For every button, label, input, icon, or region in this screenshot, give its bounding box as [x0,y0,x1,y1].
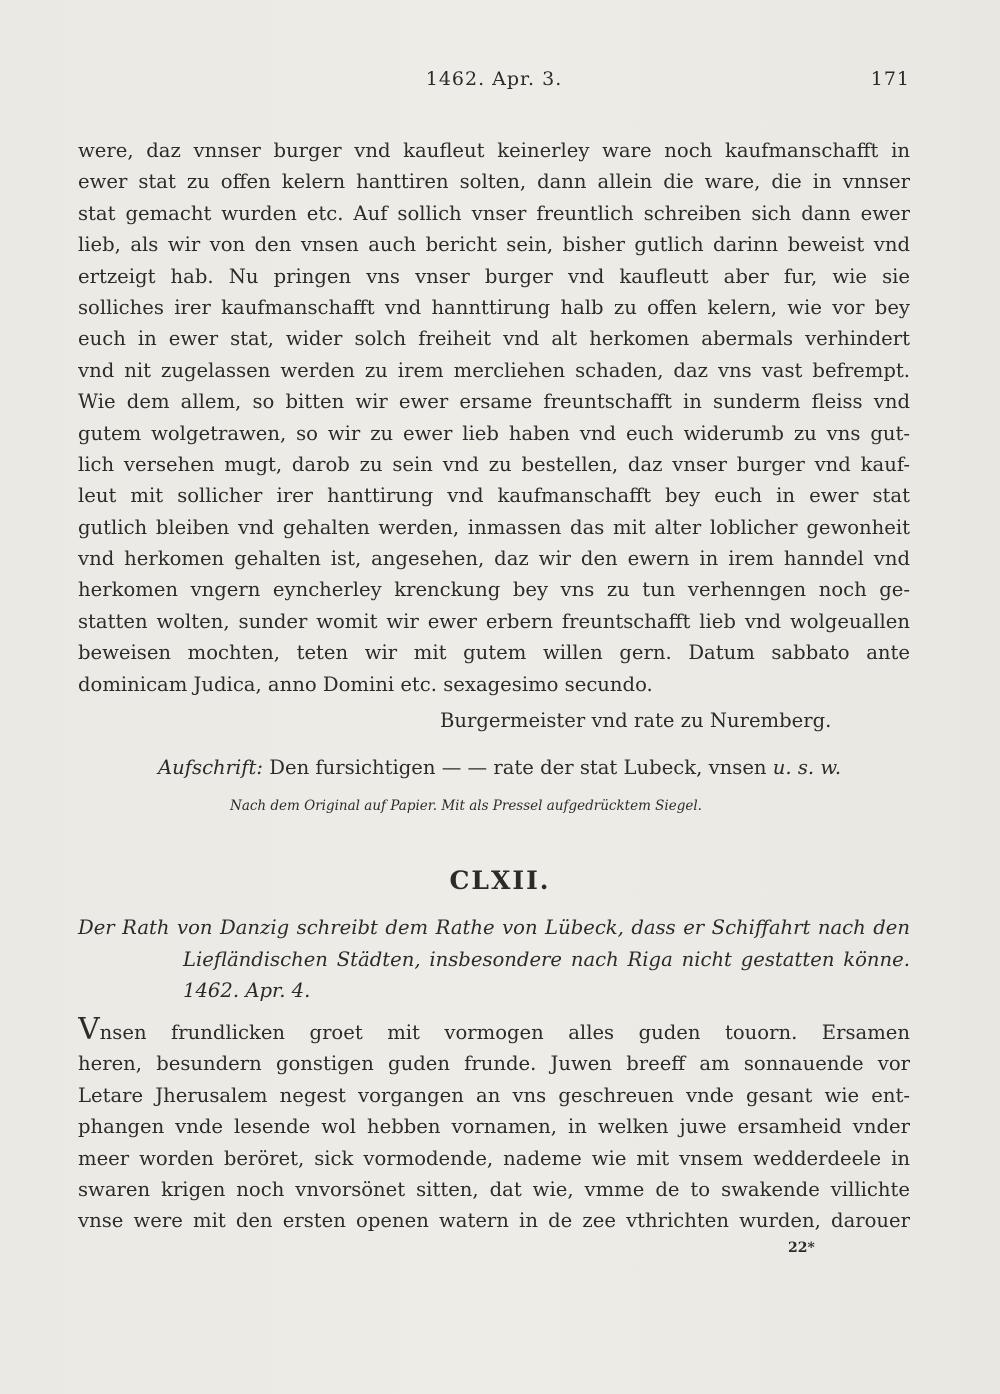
text-line: vnd nit zugelassen werden zu irem mercliehen schaden, daz vns vast befrempt. [78,358,910,382]
text-line: vnd herkomen gehalten ist, angesehen, daz wir den ewern in irem hanndel vnd [78,547,910,571]
source-note: Nach dem Original auf Papier. Mit als Pressel aufgedrücktem Siegel. [230,798,702,814]
text-line: vnse were mit den ersten openen watern in de zee vthrichten wurden, darouer [78,1209,910,1233]
document-summary [78,912,910,1007]
letter-2-body [78,1017,910,1237]
text-line: solliches irer kaufmanschafft vnd hannttirung halb zu offen kelern, wie vor bey [78,295,910,319]
text-line: heren, besundern gonstigen guden frunde. Juwen breeff am sonnauende vor [78,1052,910,1076]
signature-mark: 22* [788,1240,815,1256]
drop-cap: V [78,1017,100,1047]
page-number: 171 [870,68,910,90]
summary-line: Liefländischen Städten, insbesondere nach Riga nicht gestatten könne. [183,947,910,971]
text-line: ertzeigt hab. Nu pringen vns vnser burger vnd kaufleutt aber fur, wie sie [78,264,910,288]
address-text: Den fursichtigen — — rate der stat Lubeck, vnsen [263,756,773,779]
text-line: leut mit sollicher irer hanttirung vnd kaufmanschafft bey euch in ewer stat [78,484,910,508]
address-line [158,752,910,783]
summary-line: Der Rath von Danzig schreibt dem Rathe von Lübeck, dass er Schiffahrt nach den [78,916,910,939]
text-line: Wie dem allem, so bitten wir ewer ersame freuntschafft in sunderm fleiss vnd [78,390,910,414]
text-line: swaren krigen noch vnvorsönet sitten, dat wie, vmme de to swakende villichte [78,1177,910,1201]
first-line-text: nsen frundlicken groet mit vormogen alles guden touorn. Ersamen [99,1021,910,1044]
text-line: phangen vnde lesende wol hebben vornamen, in welken juwe ersamheid vnder [78,1115,910,1139]
text-line: were, daz vnnser burger vnd kaufleut keinerley ware noch kaufmanschafft in [78,139,910,162]
letter-signature: Burgermeister vnd rate zu Nuremberg. [440,709,832,732]
text-line: dominicam Judica, anno Domini etc. sexagesimo secundo. [78,672,653,696]
text-line: statten wolten, sunder womit wir ewer erbern freuntschafft lieb vnd wolgeuallen [78,609,910,633]
text-line: euch in ewer stat, wider solch freiheit vnd alt herkomen abermals verhindert [78,327,910,351]
text-line: herkomen vngern eyncherley krenckung bey vns zu tun verhenngen noch ge- [78,578,910,602]
text-line: stat gemacht wurden etc. Auf sollich vnser freuntlich schreiben sich dann ewer [78,201,910,225]
text-line: gutem wolgetrawen, so wir zu ewer lieb haben vnd euch widerumb zu vns gut- [78,421,910,445]
text-line: meer worden beröret, sick vormodende, nademe wie mit vnsem wedderdeele in [78,1146,910,1170]
text-line: lich versehen mugt, darob zu sein vnd zu bestellen, daz vnser burger vnd kauf- [78,452,910,476]
address-abbrev: u. s. w. [772,756,842,779]
running-head [78,68,910,100]
text-line [78,1017,910,1048]
header-date: 1462. Apr. 3. [425,68,563,90]
text-line: beweisen mochten, teten wir mit gutem willen gern. Datum sabbato ante [78,641,910,665]
address-label: Aufschrift: [158,756,264,779]
text-line: Letare Jherusalem negest vorgangen an vns geschreuen vnde gesant wie ent- [78,1083,910,1107]
text-line: gutlich bleiben vnd gehalten werden, inmassen das mit alter loblicher gewonheit [78,515,910,539]
letter-1-body [78,135,910,700]
text-line: lieb, als wir von den vnsen auch bericht sein, bisher gutlich darinn beweist vnd [78,233,910,257]
text-line: ewer stat zu offen kelern hanttiren solten, dann allein die ware, die in vnnser [78,170,910,194]
summary-line: 1462. Apr. 4. [183,979,311,1002]
document-number: CLXII. [449,866,551,895]
